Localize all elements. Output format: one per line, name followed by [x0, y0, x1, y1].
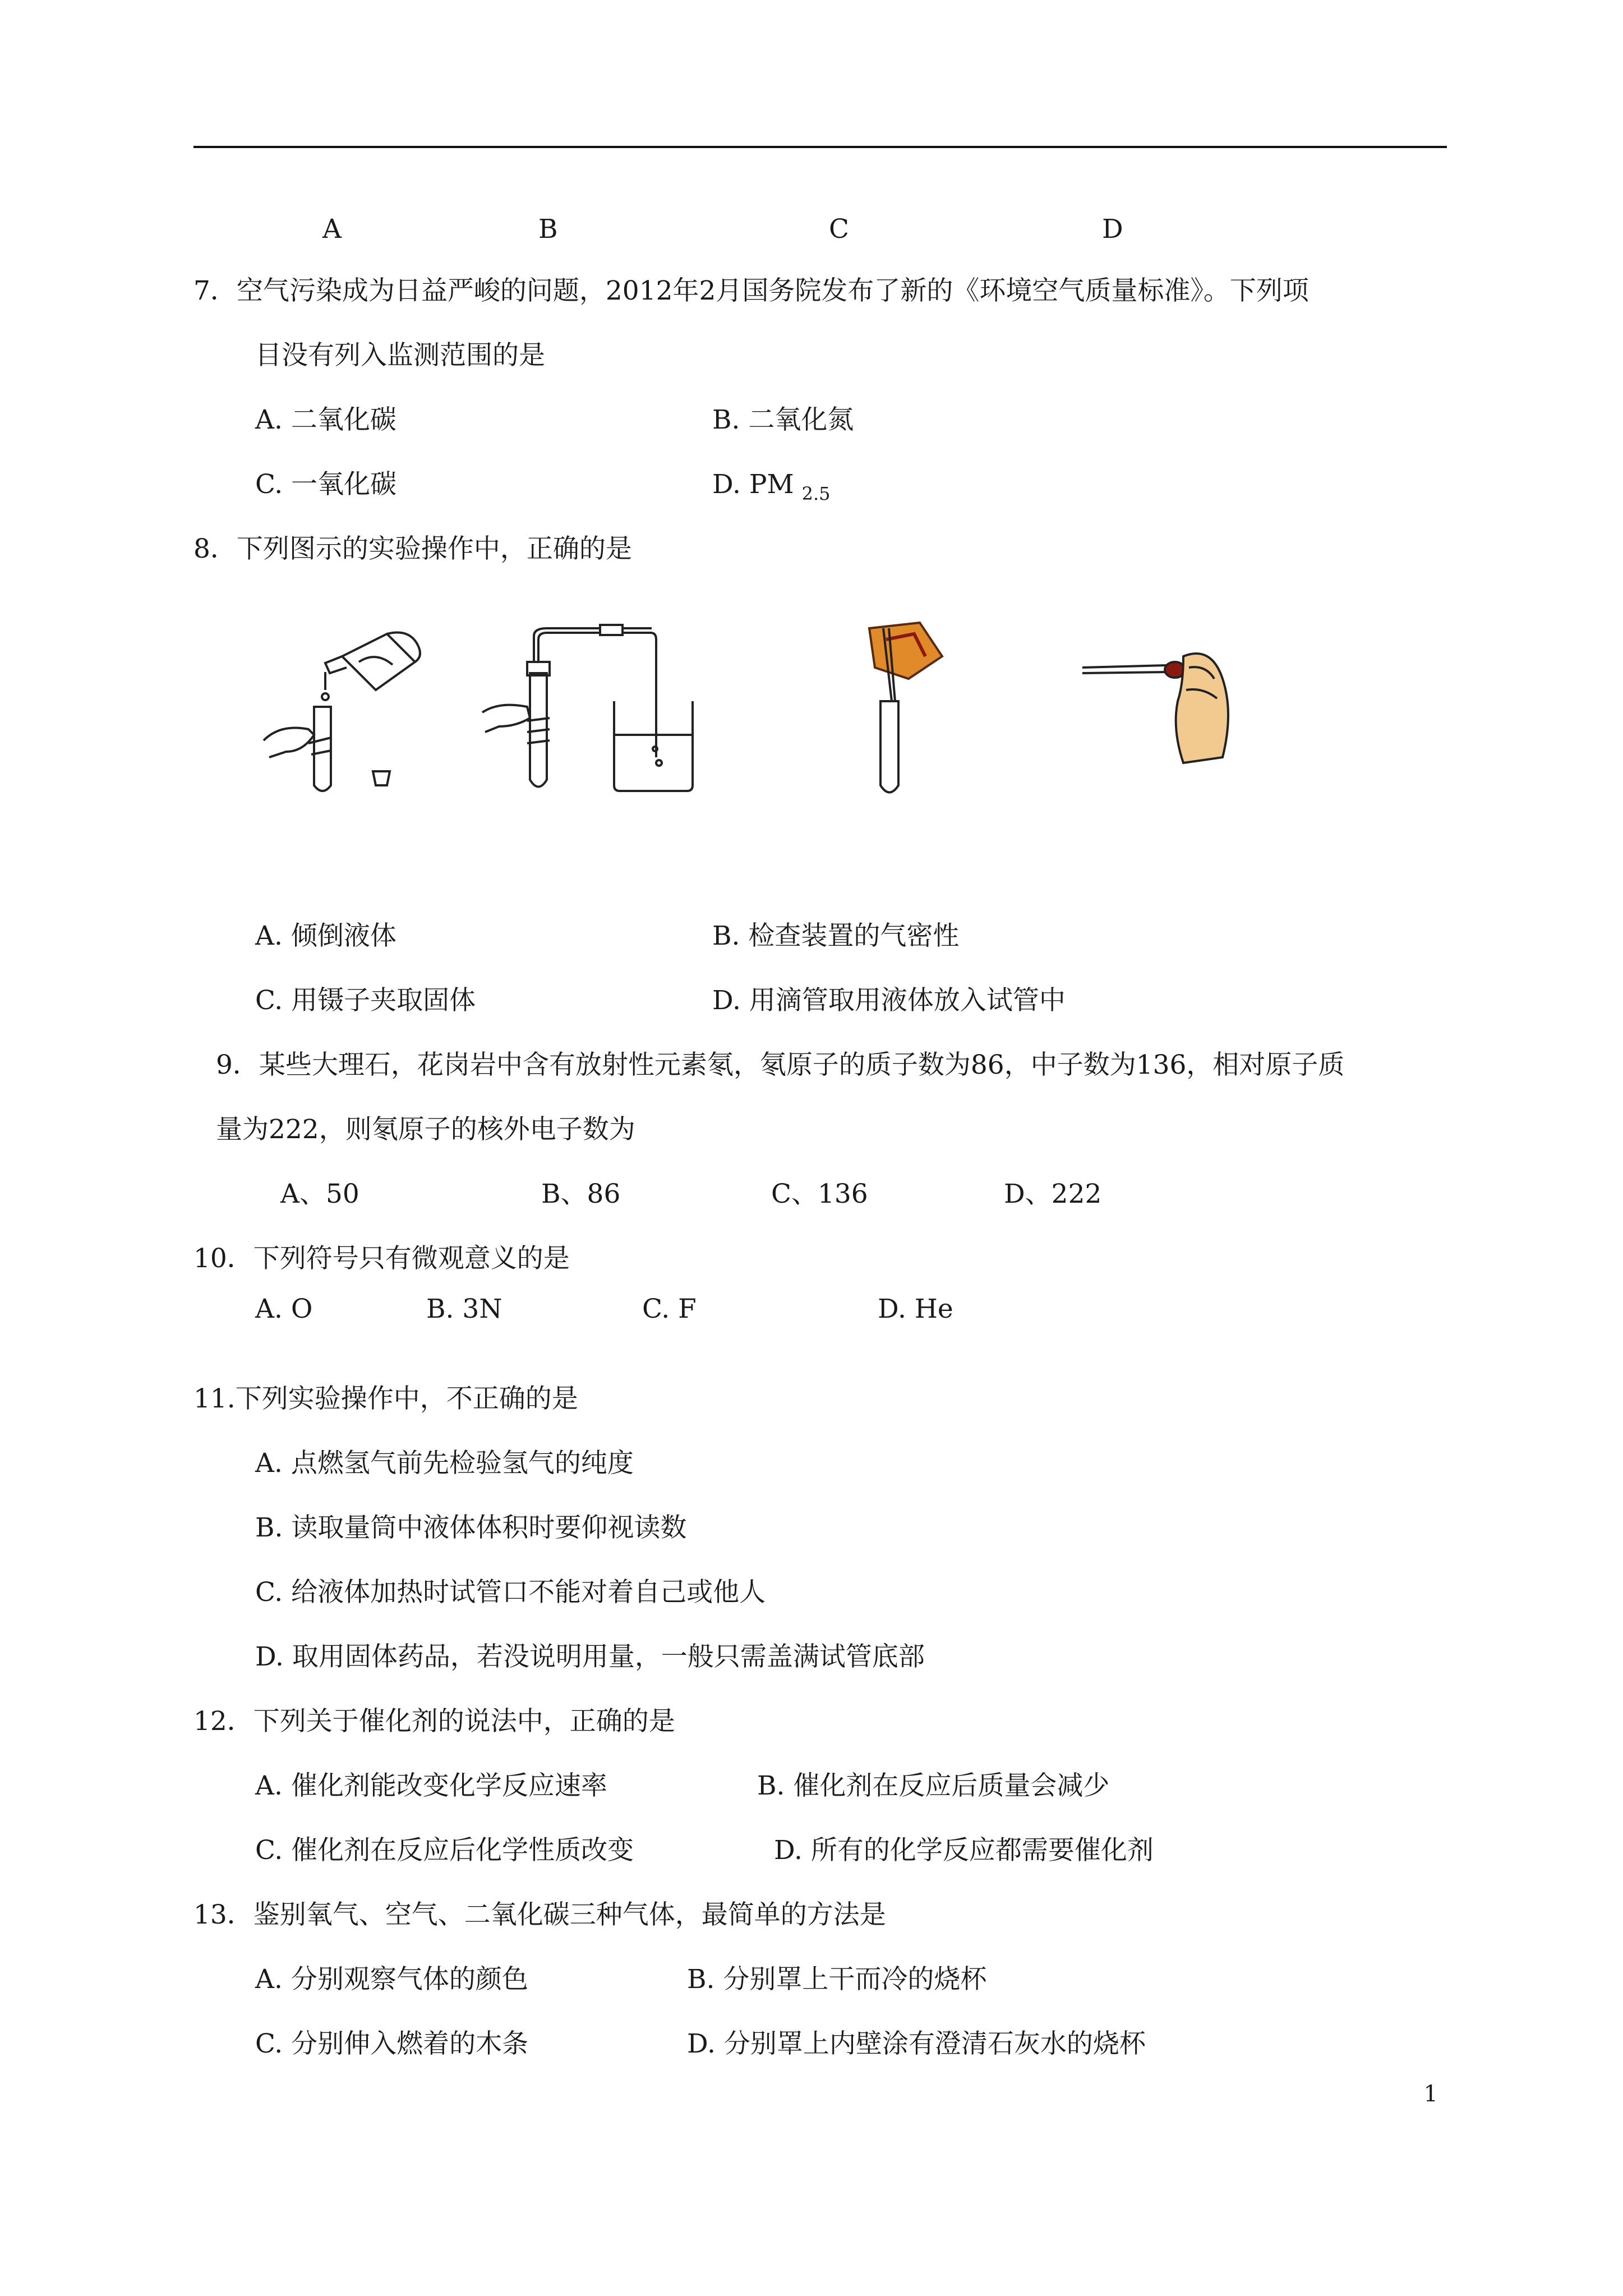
prev-label-b: B	[538, 214, 558, 245]
prev-label-d: D	[1102, 214, 1123, 245]
figure-airtightness-check	[477, 628, 712, 797]
q12-stem: 12．下列关于催化剂的说法中，正确的是	[193, 1706, 675, 1737]
q7-option-d: D. PM $_{2.5}$	[712, 469, 831, 504]
q10-option-c: C. F	[642, 1294, 697, 1324]
q9-option-c: C、136	[771, 1179, 868, 1209]
q11-stem: 11.下列实验操作中，不正确的是	[193, 1383, 578, 1414]
q7-option-c: C. 一氧化碳	[255, 469, 397, 500]
q9-option-a: A、50	[280, 1179, 359, 1209]
q9-stem-line2: 量为222，则氡原子的核外电子数为	[216, 1114, 635, 1145]
q8-option-d: D. 用滴管取用液体放入试管中	[712, 985, 1066, 1016]
q10-stem: 10．下列符号只有微观意义的是	[193, 1243, 570, 1274]
figure-dropper-hand	[1082, 645, 1251, 774]
q13-stem: 13．鉴别氧气、空气、二氧化碳三种气体，最简单的方法是	[193, 1899, 886, 1930]
q7-option-b: B. 二氧化氮	[712, 404, 854, 435]
q11-option-b: B. 读取量筒中液体体积时要仰视读数	[255, 1512, 687, 1543]
q12-option-a: A. 催化剂能改变化学反应速率	[255, 1770, 607, 1801]
q8-option-c: C. 用镊子夹取固体	[255, 985, 476, 1016]
q9-stem-line1: 9．某些大理石，花岗岩中含有放射性元素氡，氡原子的质子数为86，中子数为136，相对原子质	[216, 1050, 1345, 1080]
q7-option-a: A. 二氧化碳	[255, 404, 396, 435]
q7-stem-line1: 7．空气污染成为日益严峻的问题，2012年2月国务院发布了新的《环境空气质量标准》。下列项	[193, 275, 1309, 306]
q13-option-a: A. 分别观察气体的颜色	[255, 1964, 528, 1995]
header-rule	[193, 146, 1447, 148]
q9-option-b: B、86	[541, 1179, 621, 1209]
q8-option-b: B. 检查装置的气密性	[712, 921, 960, 951]
q12-option-c: C. 催化剂在反应后化学性质改变	[255, 1835, 634, 1866]
q10-option-a: A. O	[255, 1294, 313, 1324]
q7-option-d-subscript: 2.5	[801, 483, 831, 504]
q11-option-c: C. 给液体加热时试管口不能对着自己或他人	[255, 1577, 766, 1608]
q13-option-d: D. 分别罩上内壁涂有澄清石灰水的烧杯	[687, 2028, 1146, 2059]
q13-option-b: B. 分别罩上干而冷的烧杯	[687, 1964, 987, 1995]
q8-option-a: A. 倾倒液体	[255, 921, 396, 951]
q11-option-a: A. 点燃氢气前先检验氢气的纯度	[255, 1448, 634, 1479]
q8-stem: 8．下列图示的实验操作中，正确的是	[193, 533, 632, 564]
prev-label-c: C	[829, 214, 849, 245]
q12-option-b: B. 催化剂在反应后质量会减少	[757, 1770, 1110, 1801]
q10-option-d: D. He	[878, 1294, 953, 1324]
figure-pouring-liquid	[247, 623, 426, 797]
q10-option-b: B. 3N	[426, 1294, 502, 1324]
q7-stem-line2: 目没有列入监测范围的是	[255, 340, 545, 371]
q9-option-d: D、222	[1004, 1179, 1102, 1209]
q11-option-d: D. 取用固体药品，若没说明用量，一般只需盖满试管底部	[255, 1641, 925, 1672]
prev-label-a: A	[322, 214, 342, 245]
figure-tweezers-solid	[858, 617, 959, 797]
page-number: 1	[1423, 2081, 1438, 2107]
q13-option-c: C. 分别伸入燃着的木条	[255, 2028, 529, 2059]
q12-option-d: D. 所有的化学反应都需要催化剂	[774, 1835, 1154, 1866]
